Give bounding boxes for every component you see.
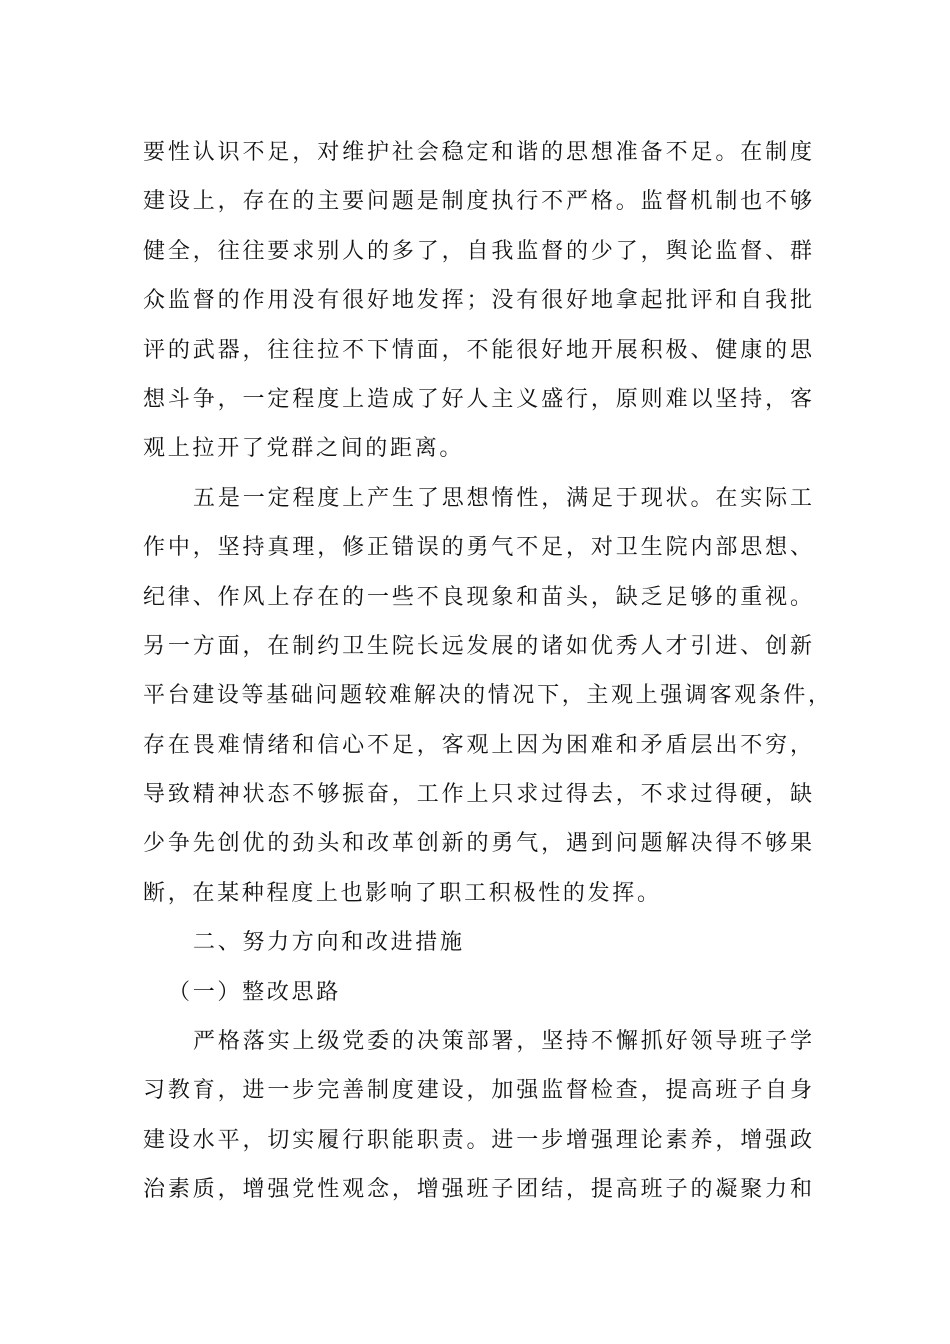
text-line: 存在畏难情绪和信心不足，客观上因为困难和矛盾层出不穷， <box>143 732 812 758</box>
text-line: 作中，坚持真理，修正错误的勇气不足，对卫生院内部思想、 <box>143 535 812 561</box>
text-line: 建设水平，切实履行职能职责。进一步增强理论素养，增强政 <box>143 1127 812 1153</box>
text-line: 治素质，增强党性观念，增强班子团结，提高班子的凝聚力和 <box>143 1177 812 1203</box>
text-line: 少争先创优的劲头和改革创新的勇气，遇到问题解决得不够果 <box>143 831 812 857</box>
text-line: 建设上，存在的主要问题是制度执行不严格。监督机制也不够 <box>143 189 812 215</box>
text-line: 想斗争，一定程度上造成了好人主义盛行，原则难以坚持，客 <box>143 386 812 412</box>
paragraph-point-five <box>143 474 830 919</box>
text-line: 纪律、作风上存在的一些不良现象和苗头，缺乏足够的重视。 <box>143 584 812 610</box>
text-line: 另一方面，在制约卫生院长远发展的诸如优秀人才引进、创新 <box>143 633 812 659</box>
text-line: 众监督的作用没有很好地发挥；没有很好地拿起批评和自我批 <box>143 288 812 314</box>
paragraph-rectification <box>143 1017 812 1215</box>
subsection-heading: （一）整改思路 <box>168 979 341 1005</box>
text-line: 五是一定程度上产生了思想惰性，满足于现状。在实际工 <box>193 485 812 511</box>
text-line: 平台建设等基础问题较难解决的情况下，主观上强调客观条件， <box>143 683 830 709</box>
text-line: 严格落实上级党委的决策部署，坚持不懈抓好领导班子学 <box>193 1029 812 1055</box>
section-heading: 二、努力方向和改进措施 <box>193 930 465 956</box>
text-line: 导致精神状态不够振奋，工作上只求过得去，不求过得硬，缺 <box>143 782 812 808</box>
text-line: 健全，往往要求别人的多了，自我监督的少了，舆论监督、群 <box>143 238 812 264</box>
document-page <box>143 128 830 1215</box>
text-line: 断，在某种程度上也影响了职工积极性的发挥。 <box>143 880 662 906</box>
text-line: 习教育，进一步完善制度建设，加强监督检查，提高班子自身 <box>143 1078 812 1104</box>
text-line: 要性认识不足，对维护社会稳定和谐的思想准备不足。在制度 <box>143 140 812 165</box>
text-line: 观上拉开了党群之间的距离。 <box>143 436 465 462</box>
text-line: 评的武器，往往拉不下情面，不能很好地开展积极、健康的思 <box>143 337 812 363</box>
paragraph-supervision <box>143 128 812 474</box>
